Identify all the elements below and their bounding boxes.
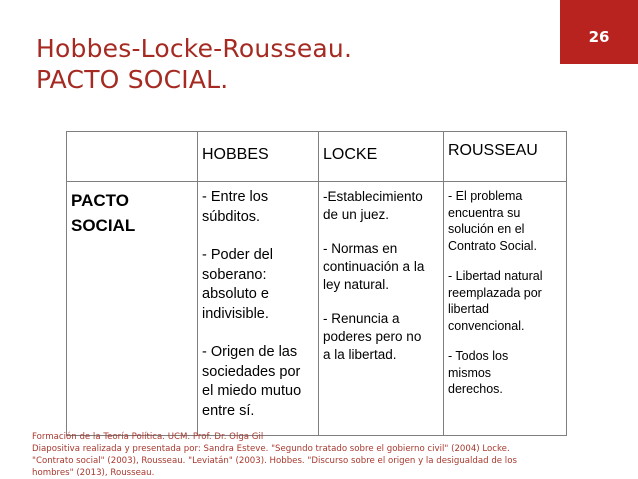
slide-number-badge — [560, 0, 638, 64]
spacer — [202, 324, 314, 343]
header-hobbes: HOBBES — [198, 132, 319, 182]
rousseau-point-2: - Libertad natural reemplazada por libertad convencional. — [448, 269, 543, 333]
footer-credits — [32, 431, 592, 479]
footer-line-1: Formación de la Teoría Política. UCM. Prof. Dr. Olga Gil — [32, 432, 264, 442]
locke-point-3: - Renuncia a poderes pero no a la libertad. — [323, 311, 422, 362]
cell-hobbes — [198, 182, 319, 436]
spacer — [323, 294, 439, 310]
header-rousseau: ROUSSEAU — [444, 132, 567, 182]
cell-rousseau — [444, 182, 567, 436]
slide-number: 26 — [588, 28, 610, 46]
header-empty-cell — [67, 132, 198, 182]
locke-point-2: - Normas en continuación a la ley natural. — [323, 241, 425, 292]
spacer — [448, 254, 562, 268]
title-line-1: Hobbes-Locke-Rousseau. — [36, 34, 353, 63]
hobbes-point-2: - Poder del soberano: absoluto e indivisible. — [202, 247, 273, 322]
rousseau-point-3: - Todos los mismos derechos. — [448, 349, 509, 396]
footer-line-3: "Contrato social" (2003), Rousseau. "Leviatán" (2003). Hobbes. "Discurso sobre el origen y la desigualdad de los — [32, 456, 517, 466]
table-row — [67, 182, 567, 436]
row-label-pacto-social — [67, 182, 198, 436]
comparison-table — [66, 131, 567, 436]
spacer — [202, 227, 314, 246]
row-label-text: PACTO SOCIAL — [71, 191, 136, 235]
spacer — [448, 334, 562, 348]
table-header-row — [67, 132, 567, 182]
rousseau-point-1: - El problema encuentra su solución en el Contrato Social. — [448, 189, 537, 253]
hobbes-point-3: - Origen de las sociedades por el miedo mutuo entre sí. — [202, 344, 302, 419]
hobbes-point-1: - Entre los súbditos. — [202, 189, 269, 225]
header-locke: LOCKE — [319, 132, 444, 182]
footer-line-4: hombres" (2013), Rousseau. — [32, 468, 155, 478]
locke-point-1: -Establecimiento de un juez. — [323, 189, 423, 222]
slide-title — [36, 33, 352, 95]
spacer — [323, 224, 439, 240]
title-line-2: PACTO SOCIAL. — [36, 65, 229, 94]
cell-locke — [319, 182, 444, 436]
footer-line-2: Diapositiva realizada y presentada por: Sandra Esteve. "Segundo tratado sobre el gobierno civil" (2004) Locke. — [32, 444, 510, 454]
